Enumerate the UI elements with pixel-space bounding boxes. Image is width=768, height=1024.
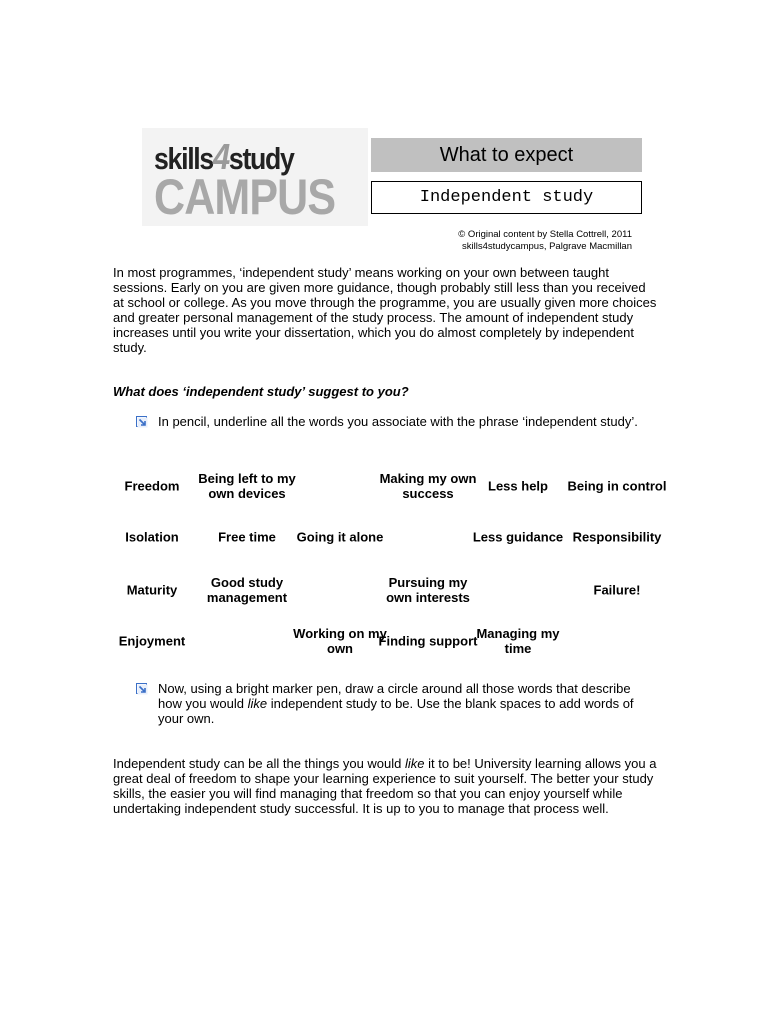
arrow-bullet-icon [136,683,147,694]
section-title: What to expect [371,138,642,172]
logo-wordmark-bottom: CAMPUS [154,169,336,225]
instruction-underline: In pencil, underline all the words you associate with the phrase ‘independent study’. [158,414,638,429]
closing-paragraph: Independent study can be all the things you would like it to be! University learning allows you a great deal of freedom to shape your learning experience to suit yourself. The better your study skills, the easier you will find managing that freedom so that you can enjoy yourself while undertaking independent study successful. It is up to you to manage that process well. [113,756,657,817]
word-item: Being left to my own devices [198,471,296,501]
word-item: Good study management [206,575,288,605]
copyright-line-2: skills4studycampus, Palgrave Macmillan [461,241,632,252]
arrow-bullet-icon [136,416,147,427]
word-item: Responsibility [572,529,662,545]
word-item: Less guidance [472,529,564,545]
skills4study-campus-logo [142,128,368,226]
instruction-circle: Now, using a bright marker pen, draw a circle around all those words that describe how you would like independent study to be. Use the blank spaces to add words of your own. [158,681,634,727]
word-item: Freedom [124,478,180,494]
word-item: Enjoyment [118,633,186,649]
word-item: Going it alone [296,529,384,545]
word-item: Working on my own [293,626,387,656]
word-item: Making my own success [379,471,477,501]
word-item: Failure! [593,582,641,598]
word-item: Managing my time [476,626,560,656]
intro-paragraph: In most programmes, ‘independent study’ means working on your own between taught sessions. Early on you are given more guidance, though probably still less than you received at school or college. As you move through the programme, you are usually given more choices and greater personal management of the study process. The amount of independent study increases until you write your dissertation, which you do almost completely by independent study. [113,265,657,356]
word-item: Finding support [378,633,478,649]
topic-title: Independent study [371,181,642,214]
word-item: Maturity [126,582,178,598]
word-item: Isolation [125,529,179,545]
question-heading: What does ‘independent study’ suggest to you? [113,384,409,399]
logo-wordmark-top: skills4study [154,136,294,177]
copyright-line-1: © Original content by Stella Cottrell, 2011 [458,229,632,240]
word-item: Free time [218,529,276,545]
word-item: Less help [488,478,548,494]
word-item: Pursuing my own interests [386,575,470,605]
word-item: Being in control [567,478,667,494]
copyright-notice [400,229,632,253]
